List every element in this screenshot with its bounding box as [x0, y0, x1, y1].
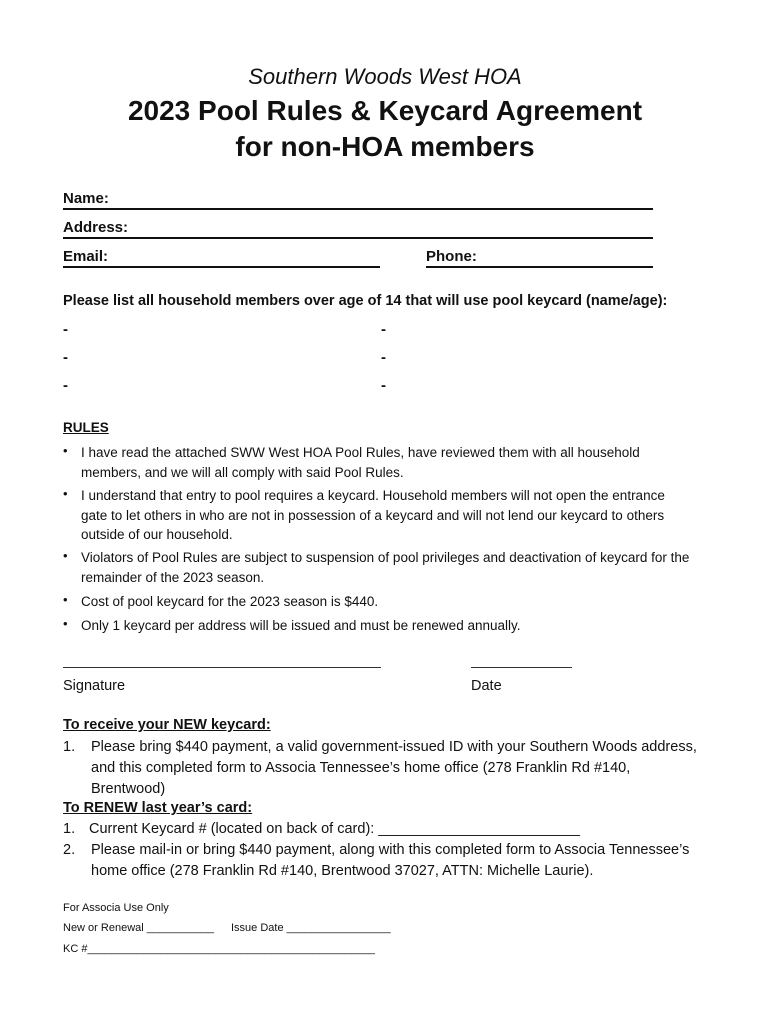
rule-item: I have read the attached SWW West HOA Pool Rules, have reviewed them with all household members, and we will all comply with said Pool Rules. — [81, 445, 640, 480]
name-field[interactable] — [63, 190, 653, 210]
date-label: Date — [471, 678, 502, 694]
bullet-icon: • — [63, 548, 68, 563]
step-number: 1. — [63, 739, 76, 755]
new-or-renewal-field: New or Renewal ___________ — [63, 922, 215, 934]
new-card-step: Please bring $440 payment, a valid government-issued ID with your Southern Woods address, and this completed form to Associa Tennessee’s home office (278 Franklin Rd #140, Brentwood) — [91, 739, 697, 797]
member-dash[interactable]: - — [63, 321, 68, 338]
member-dash[interactable]: - — [381, 321, 386, 338]
member-dash[interactable]: - — [63, 349, 68, 366]
bullet-icon: • — [63, 592, 68, 607]
member-dash[interactable]: - — [381, 349, 386, 366]
bullet-icon: • — [63, 486, 68, 501]
renew-heading: To RENEW last year’s card: — [63, 800, 253, 816]
rule-item: I understand that entry to pool requires a keycard. Household members will not open the entrance gate to let others in who are not in possession of a keycard and will not lend our keycard to others outside of our household. — [81, 488, 665, 542]
renew-step: Please mail-in or bring $440 payment, along with this completed form to Associa Tennessee’s home office (278 Franklin Rd #140, Brentwood 37027, ATTN: Michelle Laurie). — [91, 842, 690, 879]
date-line[interactable] — [471, 667, 572, 668]
phone-field[interactable] — [426, 248, 653, 268]
office-heading: For Associa Use Only — [63, 902, 169, 914]
bullet-icon: • — [63, 616, 68, 631]
new-card-heading: To receive your NEW keycard: — [63, 717, 271, 733]
household-prompt: Please list all household members over age of 14 that will use pool keycard (name/age): — [63, 293, 668, 309]
bullet-icon: • — [63, 443, 68, 458]
kc-number-field: KC #_______________________________________________ — [63, 943, 375, 955]
email-field[interactable] — [63, 248, 380, 268]
member-dash[interactable]: - — [63, 377, 68, 394]
step-number: 2. — [63, 842, 76, 858]
phone-label: Phone: — [426, 248, 477, 265]
issue-date-field: Issue Date _________________ — [231, 922, 391, 934]
signature-label: Signature — [63, 678, 126, 694]
signature-line[interactable] — [63, 667, 381, 668]
email-label: Email: — [63, 248, 109, 265]
rule-item: Cost of pool keycard for the 2023 season is $440. — [81, 594, 379, 609]
address-label: Address: — [63, 219, 129, 236]
rule-item: Only 1 keycard per address will be issued and must be renewed annually. — [81, 618, 521, 633]
address-field[interactable] — [63, 219, 653, 239]
step-number: 1. — [63, 821, 76, 837]
title-line-1: 2023 Pool Rules & Keycard Agreement — [127, 95, 643, 126]
member-dash[interactable]: - — [381, 377, 386, 394]
renew-step: Current Keycard # (located on back of card): _________________________ — [89, 821, 580, 837]
title-line-2: for non-HOA members — [235, 131, 535, 162]
rules-heading: RULES — [63, 420, 109, 435]
rule-item: Violators of Pool Rules are subject to suspension of pool privileges and deactivation of keycard for the remainder of the 2023 season. — [81, 550, 690, 585]
org-name: Southern Woods West HOA — [248, 64, 522, 89]
name-label: Name: — [63, 190, 109, 207]
